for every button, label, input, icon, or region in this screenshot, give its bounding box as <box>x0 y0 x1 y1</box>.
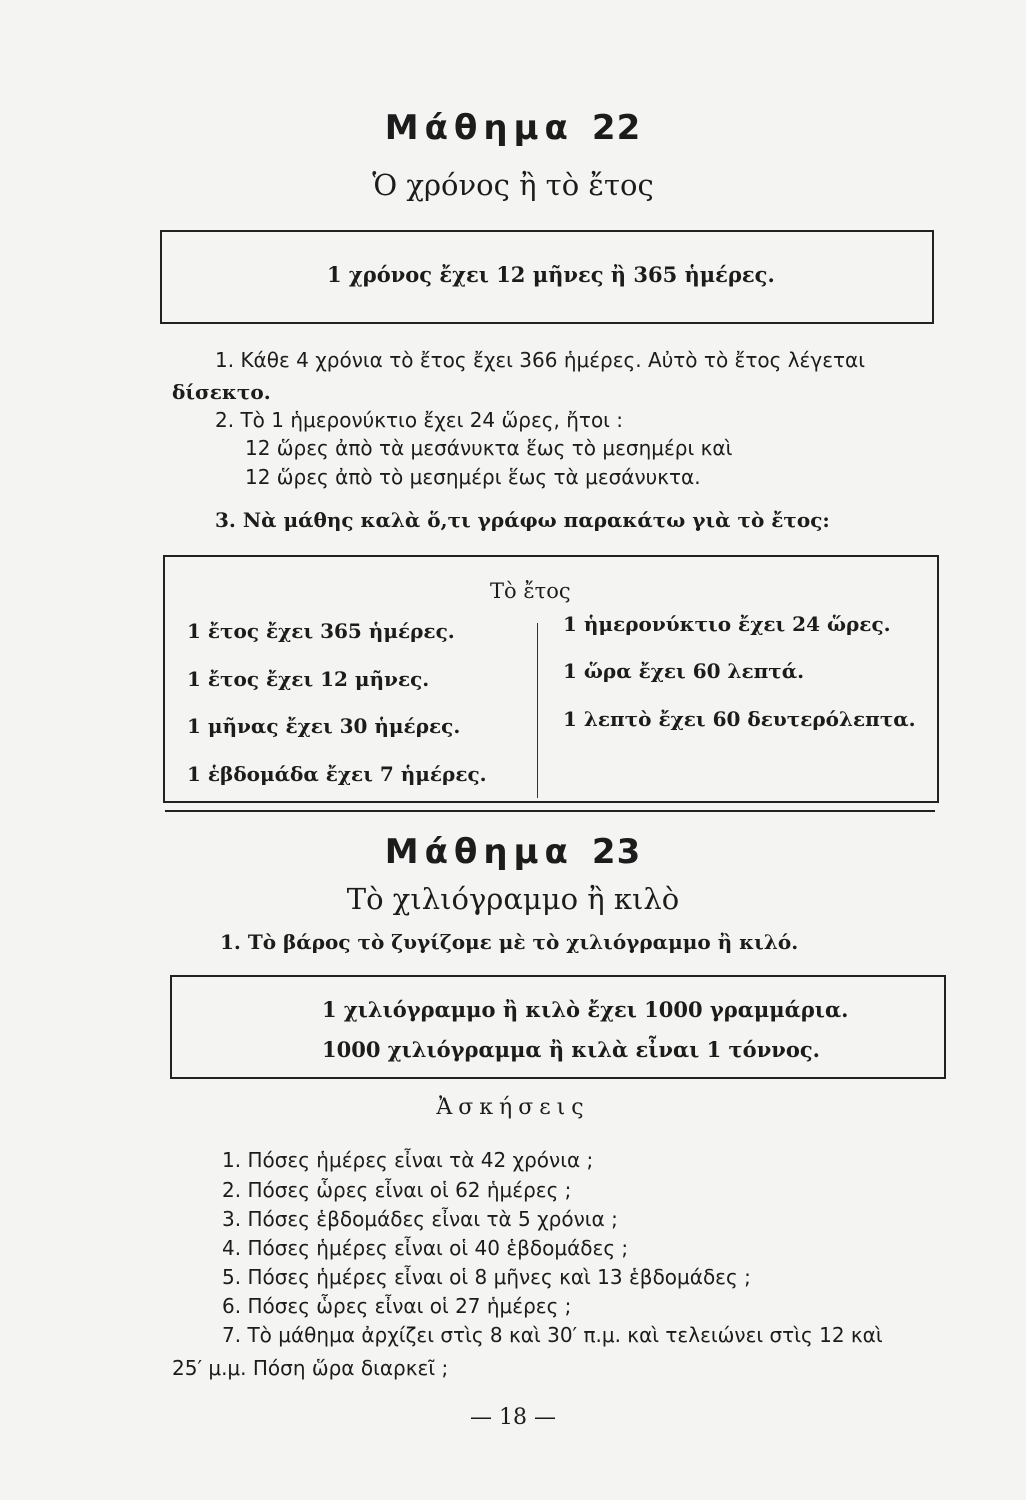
lesson-22-subtitle: Ὁ χρόνος ἢ τὸ ἔτος <box>372 168 654 202</box>
exercise-2: 2. Πόσες ὧρες εἶναι οἱ 62 ἡμέρες ; <box>222 1178 572 1202</box>
lesson-22-key-fact: 1 χρόνος ἔχει 12 μῆνες ἢ 365 ἡμέρες. <box>327 262 775 287</box>
lesson-23-key-fact-2: 1000 χιλιόγραμμα ἢ κιλὰ εἶναι 1 τόννος. <box>322 1037 820 1062</box>
year-table <box>163 555 939 803</box>
exercise-7-line-1: 7. Τὸ μάθημα ἀρχίζει στὶς 8 καὶ 30′ π.μ. καὶ τελειώνει στὶς 12 καὶ <box>222 1323 883 1347</box>
lesson-22-key-box <box>160 230 934 324</box>
lesson-22-item-1-line-1: 1. Κάθε 4 χρόνια τὸ ἔτος ἔχει 366 ἡμέρες. Αὐτὸ τὸ ἔτος λέγεται <box>215 348 865 372</box>
year-table-left-row-1: 1 ἔτος ἔχει 365 ἡμέρες. <box>187 619 455 643</box>
lesson-22-item-2-line-3: 12 ὥρες ἀπὸ τὸ μεσημέρι ἕως τὰ μεσάνυκτα. <box>245 465 701 489</box>
lesson-23-key-fact-1: 1 χιλιόγραμμο ἢ κιλὸ ἔχει 1000 γραμμάρια. <box>322 997 849 1022</box>
year-table-left-row-2: 1 ἔτος ἔχει 12 μῆνες. <box>187 667 430 691</box>
lesson-22-item-2-line-2: 12 ὥρες ἀπὸ τὰ μεσάνυκτα ἕως τὸ μεσημέρι καὶ <box>245 436 733 460</box>
exercise-1: 1. Πόσες ἡμέρες εἶναι τὰ 42 χρόνια ; <box>222 1148 594 1172</box>
lesson-22-item-2-line-1: 2. Τὸ 1 ἡμερονύκτιο ἔχει 24 ὥρες, ἤτοι : <box>215 408 624 432</box>
exercises-title: Ἀσκήσεις <box>436 1095 590 1120</box>
lesson-22-item-1-line-2: δίσεκτο. <box>172 380 271 404</box>
lesson-23-heading-word: Μάθημα <box>384 832 574 872</box>
year-table-right-row-2: 1 ὥρα ἔχει 60 λεπτά. <box>563 659 805 683</box>
page-number: — 18 — <box>470 1405 556 1430</box>
exercise-4: 4. Πόσες ἡμέρες εἶναι οἱ 40 ἑβδομάδες ; <box>222 1236 629 1260</box>
lesson-22-heading-number: 22 <box>591 108 642 148</box>
year-table-divider <box>537 623 538 798</box>
exercise-3: 3. Πόσες ἑβδομάδες εἶναι τὰ 5 χρόνια ; <box>222 1207 618 1231</box>
lesson-23-key-box <box>170 975 946 1079</box>
year-table-right-row-3: 1 λεπτὸ ἔχει 60 δευτερόλεπτα. <box>563 707 916 731</box>
exercise-5: 5. Πόσες ἡμέρες εἶναι οἱ 8 μῆνες καὶ 13 ἑβδομάδες ; <box>222 1265 751 1289</box>
year-table-left-row-3: 1 μῆνας ἔχει 30 ἡμέρες. <box>187 714 461 738</box>
lesson-22-heading-word: Μάθημα <box>384 108 574 148</box>
year-table-left-row-4: 1 ἑβδομάδα ἔχει 7 ἡμέρες. <box>187 762 487 786</box>
lesson-23-subtitle: Τὸ χιλιόγραμμο ἢ κιλὸ <box>346 882 680 916</box>
exercise-6: 6. Πόσες ὧρες εἶναι οἱ 27 ἡμέρες ; <box>222 1294 572 1318</box>
year-table-right-row-1: 1 ἡμερονύκτιο ἔχει 24 ὥρες. <box>563 612 891 636</box>
lesson-23-item-1: 1. Τὸ βάρος τὸ ζυγίζομε μὲ τὸ χιλιόγραμμο ἢ κιλό. <box>220 930 799 954</box>
lesson-23-heading <box>0 832 1026 872</box>
exercise-7-line-2: 25′ μ.μ. Πόση ὥρα διαρκεῖ ; <box>172 1356 449 1380</box>
lesson-22-item-3: 3. Νὰ μάθης καλὰ ὅ,τι γράφω παρακάτω γιὰ τὸ ἔτος: <box>215 508 830 532</box>
year-table-title: Τὸ ἔτος <box>490 579 571 603</box>
lesson-22-heading <box>0 108 1026 148</box>
lesson-23-heading-number: 23 <box>591 832 642 872</box>
section-divider <box>165 810 935 812</box>
